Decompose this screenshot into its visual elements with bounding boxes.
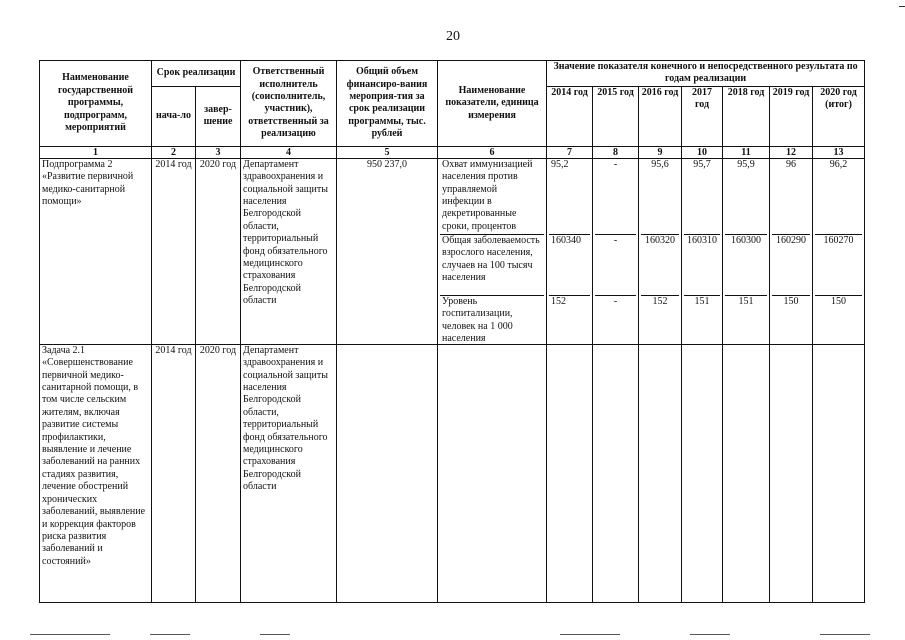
indicator-cell — [682, 344, 723, 602]
header-year: 2014 год — [547, 86, 593, 146]
column-number: 11 — [723, 146, 770, 158]
indicator-value: 152 — [652, 295, 668, 307]
indicator-name: Уровень госпитализации, человек на 1 000 населения — [442, 295, 513, 345]
indicator-value: 160270 — [815, 235, 862, 296]
funding-amount — [337, 344, 438, 602]
scan-artifact — [150, 634, 190, 635]
year-values-cell — [639, 158, 682, 344]
indicator-value: 151 — [694, 295, 710, 307]
indicator-value: 95,9 — [725, 159, 767, 235]
year-values-cell — [723, 158, 770, 344]
header-term: Срок реализации — [152, 61, 241, 87]
scan-artifact — [820, 634, 870, 635]
indicator-cell — [813, 344, 865, 602]
subprogram-name: Подпрограмма 2 «Развитие первичной медико-санитарной помощи» — [40, 158, 152, 344]
header-year: 2019 год — [770, 86, 813, 146]
column-number: 8 — [593, 146, 639, 158]
funding-amount: 950 237,0 — [337, 158, 438, 344]
indicator-value: 95,6 — [641, 159, 679, 235]
task-name: Задача 2.1 «Совершенствование первичной медико-санитарной помощи, в том числе сельским жителям, включая развитие системы профилактики, выявление и лечение заболеваний на ранних стадиях развития, лечение обострений хронических заболеваний, выявление и коррекция факторов риска развития заболеваний и состояний» — [40, 344, 152, 602]
indicator-value: 160300 — [725, 235, 767, 296]
table-row — [40, 344, 865, 602]
indicator-value: 96,2 — [815, 159, 862, 235]
indicator-value: 160290 — [772, 235, 810, 296]
responsible-executor: Департамент здравоохранения и социальной защиты населения Белгородской области, территориальный фонд обязательного медицинского страхования Белгородской области — [241, 158, 337, 344]
header-year: 2017 год — [682, 86, 723, 146]
page-number: 20 — [446, 29, 460, 44]
header-year: 2020 год (итог) — [813, 86, 865, 146]
term-start: 2014 год — [152, 158, 196, 344]
indicators-table — [39, 60, 865, 603]
column-number: 3 — [196, 146, 241, 158]
column-number: 6 — [438, 146, 547, 158]
column-number: 7 — [547, 146, 593, 158]
indicator-cell — [593, 344, 639, 602]
column-number: 10 — [682, 146, 723, 158]
header-year: 2015 год — [593, 86, 639, 146]
year-values-cell — [682, 158, 723, 344]
scan-artifact — [690, 634, 730, 635]
indicator-value: 160340 — [549, 235, 590, 296]
table-row — [40, 158, 865, 344]
header-indicator-values: Значение показателя конечного и непосредственного результата по годам реализации — [547, 61, 865, 87]
indicator-value: 160320 — [641, 235, 679, 296]
scan-artifact — [30, 634, 110, 635]
year-values-cell — [547, 158, 593, 344]
header-funding: Общий объем финансиро-вания мероприя-тия за срок реализации программы, тыс. рублей — [337, 61, 438, 147]
scan-artifact — [260, 634, 290, 635]
term-end: 2020 год — [196, 344, 241, 602]
indicator-value: 160310 — [684, 235, 720, 296]
indicator-value: - — [613, 295, 618, 307]
indicator-value: - — [595, 159, 636, 235]
indicator-names-cell — [438, 158, 547, 344]
indicator-value: 150 — [783, 295, 799, 307]
column-numbers-row — [40, 146, 865, 158]
header-term-end: завер-шение — [196, 86, 241, 146]
header-term-start: нача-ло — [152, 86, 196, 146]
indicator-cell — [438, 344, 547, 602]
scan-artifact — [560, 634, 620, 635]
column-number: 12 — [770, 146, 813, 158]
indicator-cell — [723, 344, 770, 602]
indicator-cell — [770, 344, 813, 602]
header-responsible: Ответственный исполнитель (соисполнитель, участник), ответственный за реализацию — [241, 61, 337, 147]
column-number: 13 — [813, 146, 865, 158]
indicator-value: 150 — [831, 295, 847, 307]
indicator-value: - — [595, 235, 636, 296]
column-number: 2 — [152, 146, 196, 158]
indicator-value: 96 — [772, 159, 810, 235]
column-number: 1 — [40, 146, 152, 158]
header-program-name: Наименование государственной программы, подпрограмм, мероприятий — [40, 61, 152, 147]
indicator-name: Общая заболеваемость взрослого населения, случаев на 100 тысяч населения — [440, 235, 544, 296]
term-start: 2014 год — [152, 344, 196, 602]
indicator-value: 95,7 — [684, 159, 720, 235]
indicator-cell — [547, 344, 593, 602]
year-values-cell — [770, 158, 813, 344]
term-end: 2020 год — [196, 158, 241, 344]
corner-mark — [899, 6, 905, 7]
responsible-executor: Департамент здравоохранения и социальной защиты населения Белгородской области, территориальный фонд обязательного медицинского страхования Белгородской области — [241, 344, 337, 602]
column-number: 9 — [639, 146, 682, 158]
header-indicator-name: Наименование показатели, единица измерения — [438, 61, 547, 147]
column-number: 4 — [241, 146, 337, 158]
indicator-name: Охват иммунизацией населения против управляемой инфекции в декретированные сроки, процентов — [440, 159, 544, 235]
year-values-cell — [593, 158, 639, 344]
header-year: 2016 год — [639, 86, 682, 146]
header-year: 2018 год — [723, 86, 770, 146]
year-values-cell — [813, 158, 865, 344]
indicator-cell — [639, 344, 682, 602]
indicator-value: 151 — [738, 295, 754, 307]
column-number: 5 — [337, 146, 438, 158]
indicator-value: 95,2 — [549, 159, 590, 235]
indicator-value: 152 — [551, 295, 566, 307]
